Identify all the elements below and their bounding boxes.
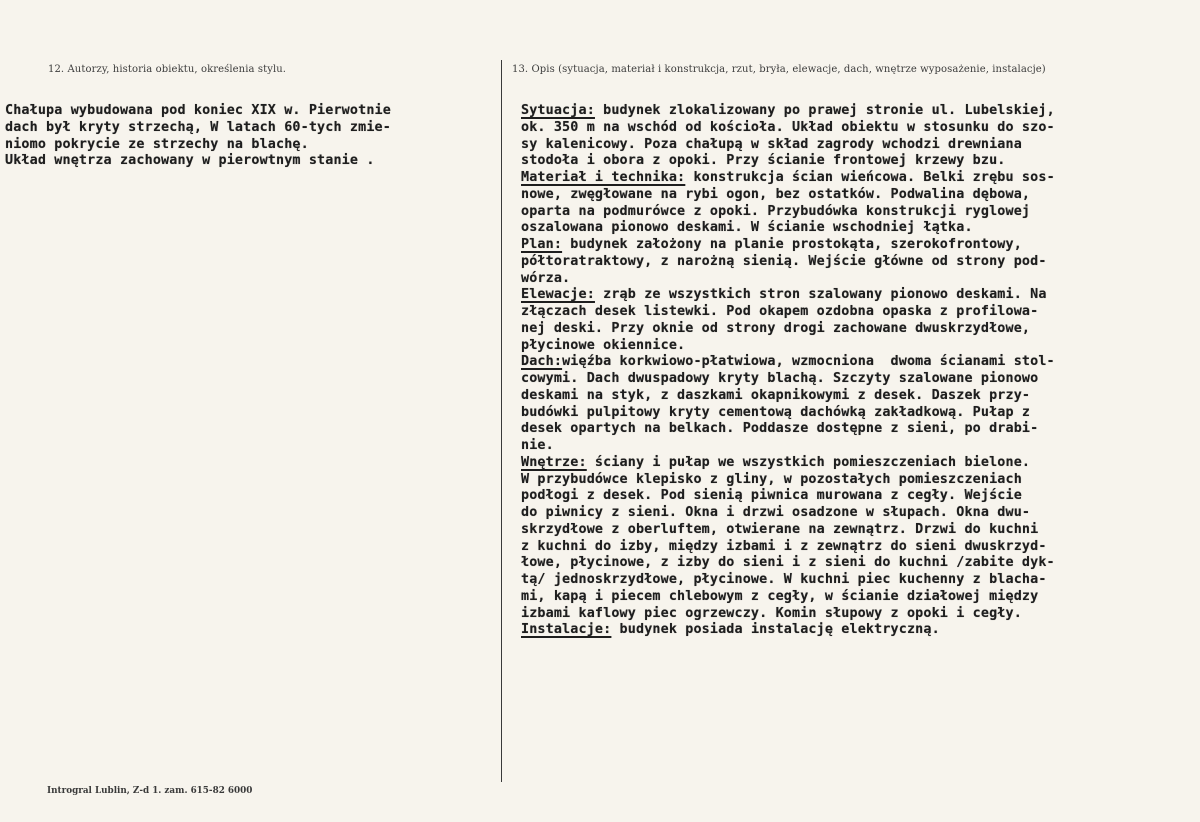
typed-line xyxy=(521,555,1055,572)
typed-line-text: sy kalenicowy. Poza chałupą w skład zagrody wchodzi drewniana xyxy=(521,136,1022,152)
typed-line-text: płycinowe okiennice. xyxy=(521,337,686,353)
typed-line-text: łowe, płycinowe, z izby do sieni i z sieni do kuchni /zabite dyk- xyxy=(521,555,1055,571)
typed-line: niomo pokrycie ze strzechy na blachę. xyxy=(5,136,309,152)
typed-line-text: budynek zlokalizowany po prawej stronie ul. Lubelskiej, xyxy=(594,103,1055,118)
section-12-heading: 12. Autorzy, historia obiektu, określenia stylu. xyxy=(48,64,287,75)
typed-line xyxy=(521,287,1055,304)
subsection-label: Sytuacja: xyxy=(521,103,595,118)
section-13-typed-text xyxy=(521,103,1055,639)
typed-line xyxy=(521,606,1055,623)
typed-line-text: zrąb ze wszystkich stron szalowany pionowo deskami. Na xyxy=(594,287,1047,303)
typed-line-text: oparta na podmurówce z opoki. Przybudówka konstrukcji ryglowej xyxy=(521,203,1031,219)
typed-line-text: deskami na styk, z daszkami okapnikowymi z desek. Daszek przy- xyxy=(521,387,1031,403)
typed-line xyxy=(521,522,1055,539)
typed-line xyxy=(521,438,1055,455)
typed-line xyxy=(521,137,1055,154)
section-13-heading: 13. Opis (sytuacja, materiał i konstrukcja, rzut, bryła, elewacje, dach, wnętrze wyposażenie, instalacje) xyxy=(512,64,1046,75)
typed-line xyxy=(521,421,1055,438)
typed-line-text: złączach desek listewki. Pod okapem ozdobna opaska z profilowa- xyxy=(521,304,1039,319)
typed-line xyxy=(521,388,1055,405)
typed-line-text: budynek posiada instalację elektryczną. xyxy=(611,622,940,638)
typed-line xyxy=(521,321,1055,338)
typed-line xyxy=(521,572,1055,589)
typed-line xyxy=(521,271,1055,288)
subsection-label: Dach: xyxy=(521,354,563,370)
subsection-label: Wnętrze: xyxy=(521,454,587,470)
typed-line-text: nie. xyxy=(521,438,554,453)
typed-line xyxy=(521,371,1055,388)
typed-line xyxy=(521,354,1055,371)
typed-line-text: stodoła i obora z opoki. Przy ścianie frontowej krzewy bzu. xyxy=(521,153,1006,169)
typed-line: dach był kryty strzechą, W latach 60-tych zmie- xyxy=(5,119,391,135)
typed-line xyxy=(521,204,1055,221)
typed-line xyxy=(521,304,1055,321)
typed-line xyxy=(521,455,1055,472)
typed-line-text: konstrukcja ścian wieńcowa. Belki zrębu sos- xyxy=(685,170,1055,185)
typed-line: Układ wnętrza zachowany w pierowtnym stanie . xyxy=(5,153,375,169)
printer-imprint: Introgral Lublin, Z-d 1. zam. 615-82 6000 xyxy=(47,786,253,796)
typed-line xyxy=(521,472,1055,489)
typed-line-text: ok. 350 m na wschód od kościoła. Układ obiektu w stosunku do szo- xyxy=(521,119,1055,135)
typed-line xyxy=(521,405,1055,422)
typed-line xyxy=(521,153,1055,170)
typed-line-text: oszalowana pionowo deskami. W ścianie wschodniej łątka. xyxy=(521,220,973,236)
typed-line-text: tą/ jednoskrzydłowe, płycinowe. W kuchni piec kuchenny z blacha- xyxy=(521,572,1047,587)
typed-line xyxy=(521,505,1055,522)
typed-line-text: z kuchni do izby, między izbami i z zewnątrz do sieni dwuskrzyd- xyxy=(521,538,1047,554)
typed-line xyxy=(521,187,1055,204)
typed-line: Chałupa wybudowana pod koniec XIX w. Pierwotnie xyxy=(5,103,391,118)
typed-line xyxy=(521,254,1055,271)
typed-line xyxy=(521,488,1055,505)
typed-line-text: nowe, zwęgłowane na rybi ogon, bez ostatków. Podwalina dębowa, xyxy=(521,186,1031,202)
typed-line-text: cowymi. Dach dwuspadowy kryty blachą. Szczyty szalowane pionowo xyxy=(521,371,1039,386)
typed-line xyxy=(521,170,1055,187)
typed-line-text: izbami kaflowy piec ogrzewczy. Komin słupowy z opoki i cegły. xyxy=(521,605,1022,621)
typed-line-text: desek opartych na belkach. Poddasze dostępne z sieni, po drabi- xyxy=(521,421,1039,437)
typed-line xyxy=(521,622,1055,639)
typed-line-text: półtoratraktowy, z narożną sienią. Wejście główne od strony pod- xyxy=(521,253,1047,269)
typed-line xyxy=(521,120,1055,137)
typed-line-text: mi, kapą i piecem chlebowym z cegły, w ścianie działowej między xyxy=(521,588,1039,604)
subsection-label: Plan: xyxy=(521,237,563,252)
typed-line-text: do piwnicy z sieni. Okna i drzwi osadzone w słupach. Okna dwu- xyxy=(521,505,1031,520)
typed-line xyxy=(521,589,1055,606)
typed-line xyxy=(521,539,1055,556)
typed-line-text: więźba korkwiowo-płatwiowa, wzmocniona dwoma ścianami stol- xyxy=(562,354,1055,370)
section-12-typed-text xyxy=(5,103,391,170)
typed-line-text: nej deski. Przy oknie od strony drogi zachowane dwuskrzydłowe, xyxy=(521,320,1031,336)
typed-line-text: wórza. xyxy=(521,270,571,286)
typed-line-text: ściany i pułap we wszystkich pomieszczeniach bielone. xyxy=(586,454,1031,470)
typed-line-text: W przybudówce klepisko z gliny, w pozostałych pomieszczeniach xyxy=(521,471,1022,487)
typed-line-text: budówki pulpitowy kryty cementową dachówką zakładkową. Pułap z xyxy=(521,404,1031,420)
typed-line xyxy=(521,103,1055,120)
subsection-label: Materiał i technika: xyxy=(521,170,686,185)
typed-line xyxy=(521,237,1055,254)
typed-line-text: skrzydłowe z oberluftem, otwierane na zewnątrz. Drzwi do kuchni xyxy=(521,521,1039,537)
typed-line xyxy=(521,220,1055,237)
typed-line xyxy=(521,338,1055,355)
subsection-label: Elewacje: xyxy=(521,287,595,303)
column-divider xyxy=(501,60,502,782)
subsection-label: Instalacje: xyxy=(521,622,612,638)
typed-line-text: budynek założony na planie prostokąta, szerokofrontowy, xyxy=(562,237,1022,252)
typed-line-text: podłogi z desek. Pod sienią piwnica murowana z cegły. Wejście xyxy=(521,488,1022,504)
